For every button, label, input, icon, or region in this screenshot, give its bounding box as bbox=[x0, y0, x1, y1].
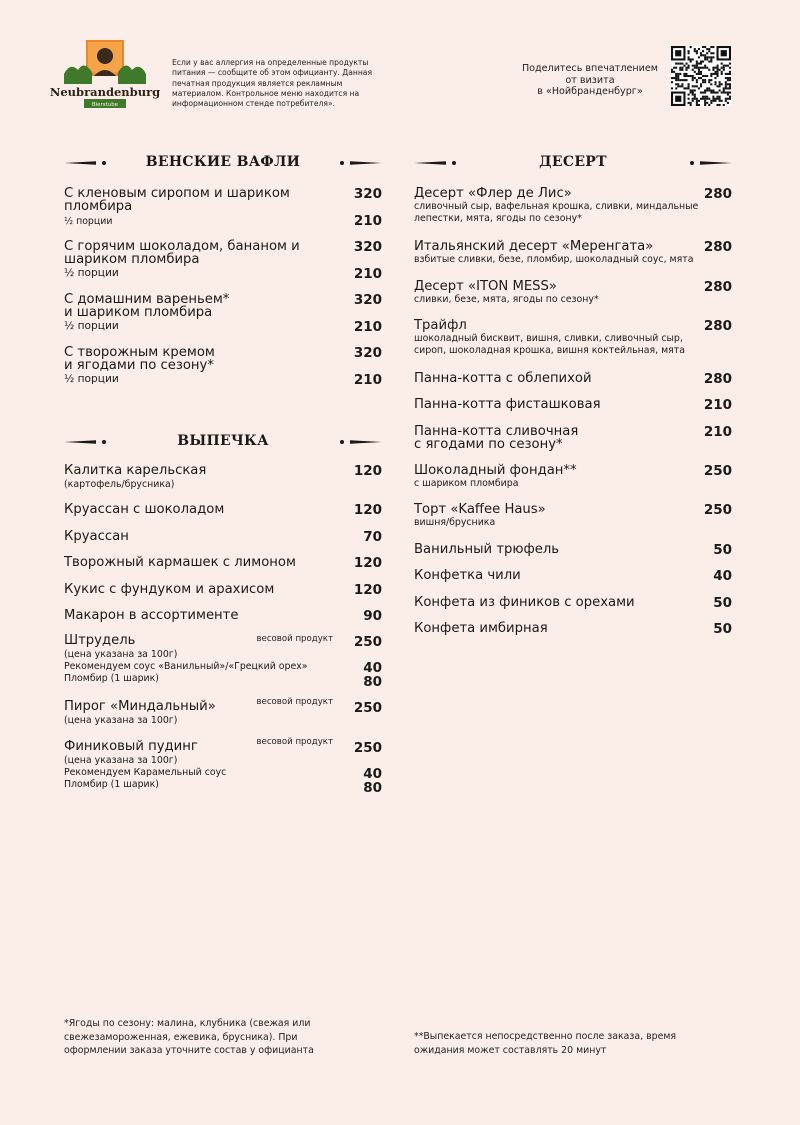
feedback-qr-code[interactable] bbox=[671, 46, 731, 106]
share-prompt: Поделитесь впечатлением от визита в «Нойбранденбург» bbox=[521, 63, 659, 97]
item-price: 50 bbox=[713, 621, 732, 637]
section-title: ВЫПЕЧКА bbox=[177, 433, 269, 449]
item-price: 320 bbox=[353, 345, 382, 361]
item-price: 250 bbox=[353, 700, 382, 716]
weight-note: весовой продукт bbox=[256, 634, 333, 644]
extra-price: 40 bbox=[363, 766, 382, 782]
half-portion-price: 210 bbox=[353, 266, 382, 282]
item-price: 90 bbox=[363, 608, 382, 624]
ornament-right-icon bbox=[684, 158, 732, 168]
menu-item: Конфета имбирная 50 bbox=[414, 621, 732, 637]
item-price: 250 bbox=[353, 740, 382, 756]
section-dessert bbox=[414, 152, 732, 174]
item-price: 70 bbox=[363, 529, 382, 545]
half-portion-price: 210 bbox=[353, 319, 382, 335]
menu-item: Трайфл шоколадный бисквит, вишня, сливки, сливочный сыр, сироп, шоколадная крошка, вишня коктейльная, мята 280 bbox=[414, 318, 732, 356]
item-price: 120 bbox=[353, 582, 382, 598]
menu-item: Круассан 70 bbox=[64, 529, 382, 545]
item-price: 50 bbox=[713, 542, 732, 558]
item-price: 50 bbox=[713, 595, 732, 611]
item-price: 280 bbox=[703, 279, 732, 295]
logo-wordmark: Neubrandenburg bbox=[49, 85, 161, 99]
item-price: 280 bbox=[703, 239, 732, 255]
footnote-fondant: **Выпекается непосредственно после заказа, время ожидания может составлять 20 минут bbox=[414, 1031, 677, 1056]
menu-item: Десерт «Флер де Лис» сливочный сыр, вафельная крошка, сливки, миндальные лепестки, мята, ягоды по сезону* 280 bbox=[414, 186, 732, 224]
item-price: 280 bbox=[703, 371, 732, 387]
item-price: 250 bbox=[703, 502, 732, 518]
menu-item: С горячим шоколадом, бананом и шариком пломбира ½ порции 320 210 bbox=[64, 239, 382, 282]
weight-note: весовой продукт bbox=[256, 697, 333, 707]
section-title: ДЕСЕРТ bbox=[539, 154, 607, 170]
ornament-right-icon bbox=[334, 158, 382, 168]
menu-item: Кукис с фундуком и арахисом 120 bbox=[64, 582, 382, 598]
allergy-notice: Если у вас аллергия на определенные продукты питания — сообщите об этом официанту. Данная печатная продукция является рекламным материалом. Контрольное меню находится на информационном стенде потребителя». bbox=[172, 58, 373, 109]
menu-item: Итальянский десерт «Меренгата» взбитые сливки, безе, пломбир, шоколадный соус, мята 280 bbox=[414, 239, 732, 266]
menu-item: Штрудель весовой продукт (цена указана за 100г) Рекомендуем соус «Ванильный»/«Грецкий орех» Пломбир (1 шарик) 250 40 80 bbox=[64, 633, 382, 690]
item-price: 210 bbox=[703, 397, 732, 413]
half-portion-price: 210 bbox=[353, 372, 382, 388]
item-price: 210 bbox=[703, 424, 732, 440]
brand-logo bbox=[49, 40, 161, 116]
section-pastry bbox=[64, 431, 382, 453]
ornament-right-icon bbox=[334, 437, 382, 447]
section-waffles bbox=[64, 152, 382, 174]
menu-item: Панна-котта с облепихой 280 bbox=[414, 371, 732, 387]
menu-item: Пирог «Миндальный» весовой продукт (цена указана за 100г) 250 bbox=[64, 697, 382, 727]
menu-item: Творожный кармашек с лимоном 120 bbox=[64, 555, 382, 571]
half-portion-price: 210 bbox=[353, 213, 382, 229]
menu-item: Конфетка чили 40 bbox=[414, 568, 732, 584]
menu-item: Калитка карельская (картофель/брусника) 120 bbox=[64, 463, 382, 491]
footnote-berries: *Ягоды по сезону: малина, клубника (свежая или свежезамороженная, ежевика, брусника). При оформлении заказа уточните состав у официанта bbox=[64, 1018, 314, 1057]
item-price: 120 bbox=[353, 555, 382, 571]
menu-item: С кленовым сиропом и шариком пломбира ½ порции 320 210 bbox=[64, 186, 382, 229]
menu-item: Панна-котта фисташковая 210 bbox=[414, 397, 732, 413]
menu-item: Панна-котта сливочная с ягодами по сезону* 210 bbox=[414, 424, 732, 453]
menu-item: С творожным кремом и ягодами по сезону* ½ порции 320 210 bbox=[64, 345, 382, 388]
menu-item: Шоколадный фондан** с шариком пломбира 250 bbox=[414, 463, 732, 490]
item-price: 280 bbox=[703, 186, 732, 202]
item-price: 280 bbox=[703, 318, 732, 334]
svg-text:Bierstube: Bierstube bbox=[91, 102, 119, 108]
item-price: 320 bbox=[353, 239, 382, 255]
menu-item: Круассан с шоколадом 120 bbox=[64, 502, 382, 518]
menu-item: Макарон в ассортименте 90 bbox=[64, 608, 382, 624]
item-price: 250 bbox=[353, 634, 382, 650]
item-price: 120 bbox=[353, 463, 382, 479]
item-price: 320 bbox=[353, 292, 382, 308]
menu-item: Конфета из фиников с орехами 50 bbox=[414, 595, 732, 611]
menu-item: Торт «Kaffee Haus» вишня/брусника 250 bbox=[414, 502, 732, 529]
weight-note: весовой продукт bbox=[256, 737, 333, 747]
section-title: ВЕНСКИЕ ВАФЛИ bbox=[145, 154, 301, 170]
item-price: 320 bbox=[353, 186, 382, 202]
menu-item: Десерт «ITON MESS» сливки, безе, мята, ягоды по сезону* 280 bbox=[414, 279, 732, 306]
item-price: 120 bbox=[353, 502, 382, 518]
menu-item: Ванильный трюфель 50 bbox=[414, 542, 732, 558]
menu-item: С домашним вареньем* и шариком пломбира ½ порции 320 210 bbox=[64, 292, 382, 335]
extra-price: 80 bbox=[363, 780, 382, 796]
menu-item: Финиковый пудинг весовой продукт (цена указана за 100г) Рекомендуем Карамельный соус Пломбир (1 шарик) 250 40 80 bbox=[64, 737, 382, 796]
extra-price: 80 bbox=[363, 674, 382, 690]
item-price: 250 bbox=[703, 463, 732, 479]
extra-price: 40 bbox=[363, 660, 382, 676]
item-price: 40 bbox=[713, 568, 732, 584]
